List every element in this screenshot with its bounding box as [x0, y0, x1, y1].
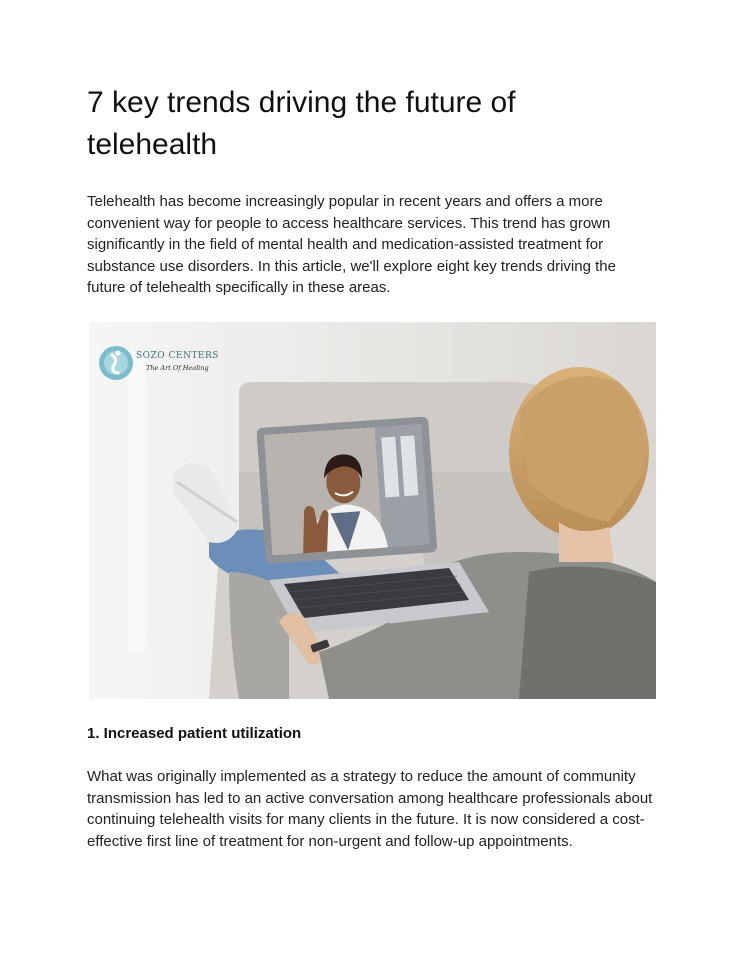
logo-name: SOZO CENTERS [136, 351, 219, 361]
section-body: What was originally implemented as a strategy to reduce the amount of community transmission has led to an active conversation among healthcare professionals about continuing telehealth visits for many clients in the future. It is now considered a cost-effective first line of treatment for non-urgent and follow-up appointments. [87, 768, 653, 850]
article-title: 7 key trends driving the future of telehealth [87, 86, 516, 161]
section-heading: 1. Increased patient utilization [87, 725, 302, 742]
article-intro: Telehealth has become increasingly popular in recent years and offers a more convenient way for people to access healthcare services. This trend has grown significantly in the field of mental health and medication-assisted treatment for substance use disorders. In this article, we'll explore eight key trends driving the future of telehealth specifically in these areas. [87, 193, 616, 296]
sozo-centers-logo [98, 343, 238, 383]
logo-tagline: The Art Of Healing [146, 364, 209, 372]
sozo-logo-icon [98, 345, 134, 381]
